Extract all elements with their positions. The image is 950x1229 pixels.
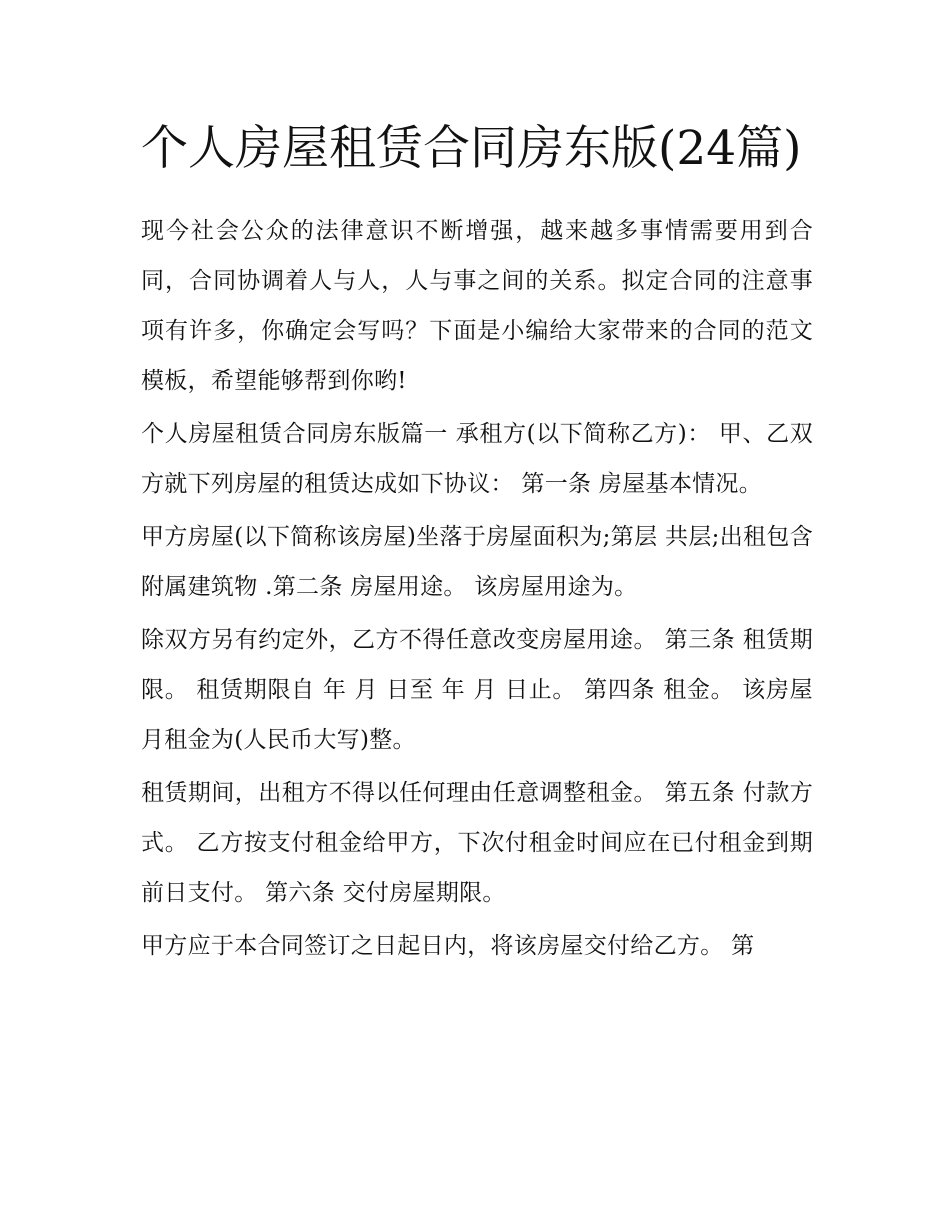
- paragraph-intro: 现今社会公众的法律意识不断增强，越来越多事情需要用到合同，合同协调着人与人，人与事之间的关系。拟定合同的注意事项有许多，你确定会写吗？下面是小编给大家带来的合同的范文模板，希望能够帮到你哟!: [141, 218, 813, 394]
- paragraph-delivery: 甲方应于本合同签订之日起日内，将该房屋交付给乙方。 第: [141, 933, 755, 959]
- paragraph-property-info: 甲方房屋(以下简称该房屋)坐落于房屋面积为;第层 共层;出租包含附属建筑物 .第二条 房屋用途。 该房屋用途为。: [141, 524, 813, 600]
- paragraph-payment: 租赁期间，出租方不得以任何理由任意调整租金。 第五条 付款方式。 乙方按支付租金给甲方，下次付租金时间应在已付租金到期前日支付。 第六条 交付房屋期限。: [141, 780, 813, 906]
- document-title: 个人房屋租赁合同房东版(24篇): [141, 121, 802, 176]
- paragraph-lease-term: 除双方另有约定外，乙方不得任意改变房屋用途。 第三条 租赁期限。 租赁期限自 年 月 日至 年 月 日止。 第四条 租金。 该房屋月租金为(人民币大写)整。: [141, 627, 813, 753]
- document-body: [141, 110, 813, 974]
- paragraph-contract-opening: 个人房屋租赁合同房东版篇一 承租方(以下简称乙方)： 甲、乙双方就下列房屋的租赁达成如下协议： 第一条 房屋基本情况。: [141, 421, 813, 497]
